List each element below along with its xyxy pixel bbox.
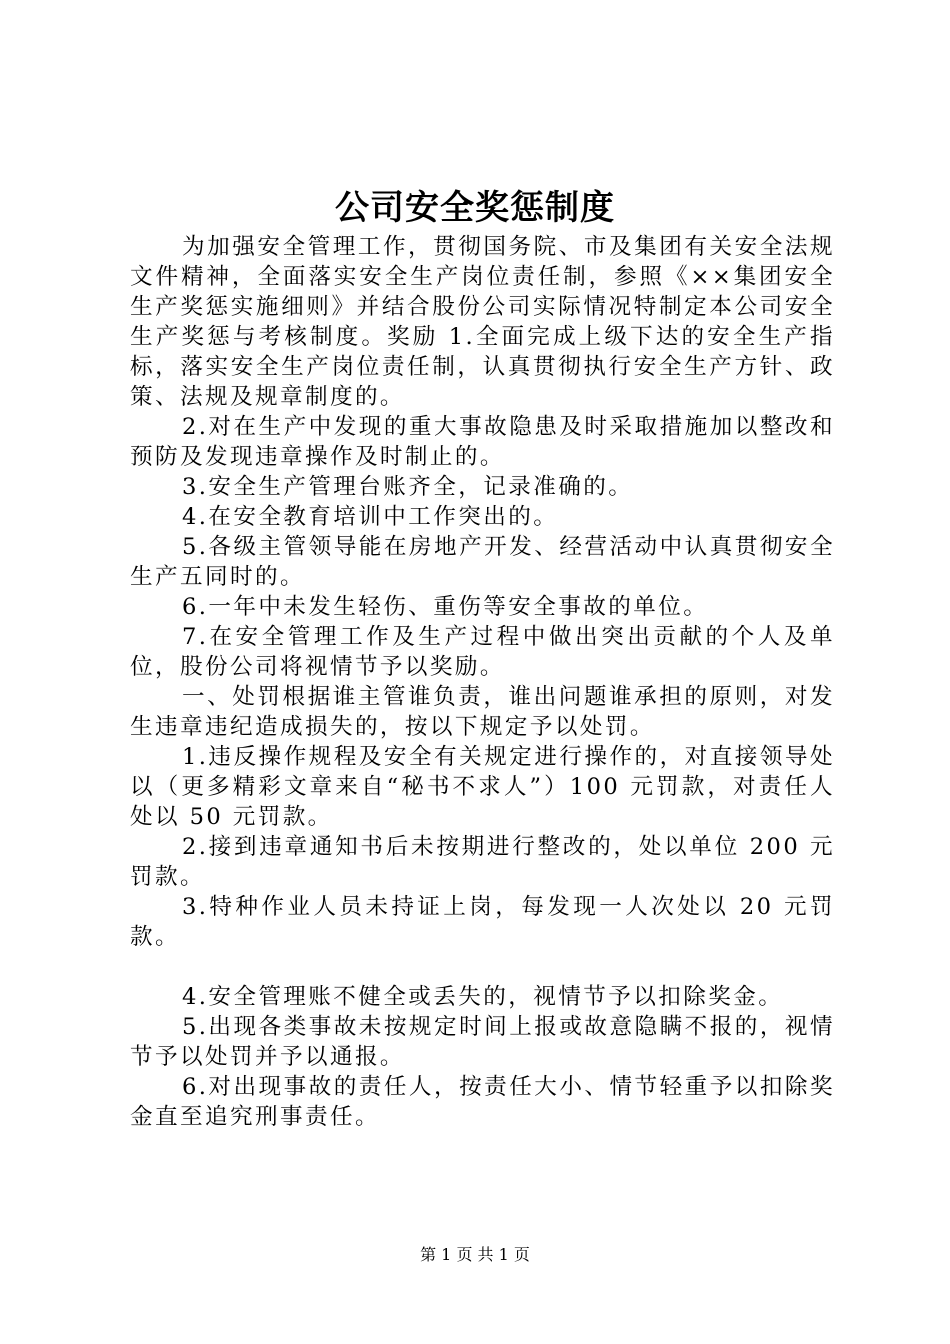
document-body	[130, 232, 835, 1132]
paragraph-reward-7: 7.在安全管理工作及生产过程中做出突出贡献的个人及单位，股份公司将视情节予以奖励。	[130, 624, 835, 680]
paragraph-penalty-5: 5.出现各类事故未按规定时间上报或故意隐瞒不报的，视情节予以处罚并予以通报。	[130, 1014, 835, 1070]
paragraph-reward-5: 5.各级主管领导能在房地产开发、经营活动中认真贯彻安全生产五同时的。	[130, 534, 835, 590]
paragraph-penalty-3: 3.特种作业人员未持证上岗，每发现一人次处以 20 元罚款。	[130, 894, 835, 950]
blank-line	[130, 952, 835, 982]
paragraph-reward-3: 3.安全生产管理台账齐全，记录准确的。	[181, 474, 634, 500]
document-title: 公司安全奖惩制度	[335, 188, 615, 228]
paragraph-intro: 为加强安全管理工作，贯彻国务院、市及集团有关安全法规文件精神，全面落实安全生产岗位责任制，参照《××集团安全生产奖惩实施细则》并结合股份公司实际情况特制定本公司安全生产奖惩与考核制度。奖励 1.全面完成上级下达的安全生产指标，落实安全生产岗位责任制，认真贯彻执行安全生产方针、政策、法规及规章制度的。	[130, 234, 835, 410]
paragraph-penalty-intro: 一、处罚根据谁主管谁负责，谁出问题谁承担的原则，对发生违章违纪造成损失的，按以下规定予以处罚。	[130, 684, 835, 740]
paragraph-penalty-2: 2.接到违章通知书后未按期进行整改的，处以单位 200 元罚款。	[130, 834, 835, 890]
paragraph-penalty-6: 6.对出现事故的责任人，按责任大小、情节轻重予以扣除奖金直至追究刑事责任。	[130, 1074, 835, 1130]
paragraph-penalty-4: 4.安全管理账不健全或丢失的，视情节予以扣除奖金。	[181, 984, 784, 1010]
paragraph-reward-4: 4.在安全教育培训中工作突出的。	[181, 504, 559, 530]
page-footer: 第 1 页 共 1 页	[420, 1245, 530, 1264]
paragraph-reward-2: 2.对在生产中发现的重大事故隐患及时采取措施加以整改和预防及发现违章操作及时制止的。	[130, 414, 835, 470]
paragraph-penalty-1: 1.违反操作规程及安全有关规定进行操作的，对直接领导处以（更多精彩文章来自“秘书不求人”）100 元罚款，对责任人处以 50 元罚款。	[130, 744, 835, 830]
paragraph-reward-6: 6.一年中未发生轻伤、重伤等安全事故的单位。	[181, 594, 709, 620]
